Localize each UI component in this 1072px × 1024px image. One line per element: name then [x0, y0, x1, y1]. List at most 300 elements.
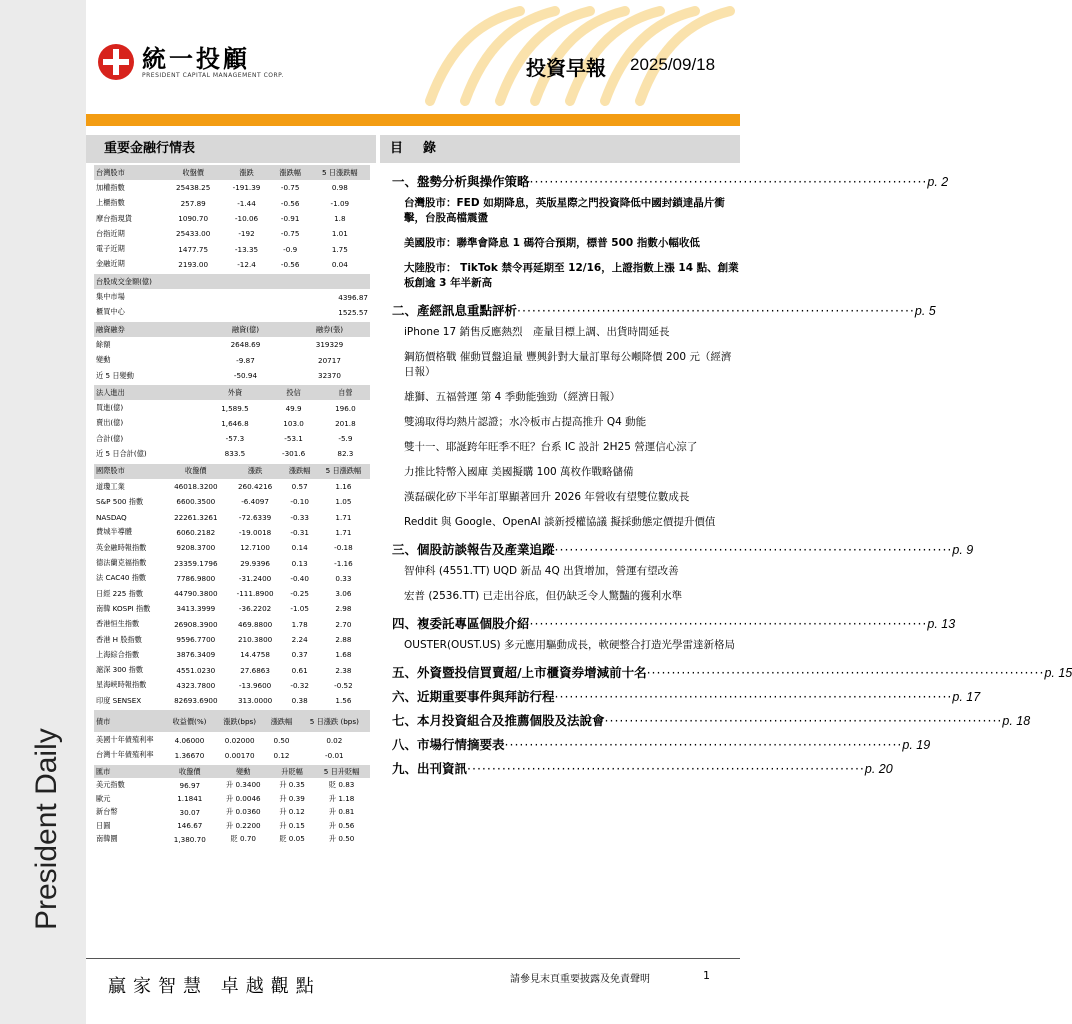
table-cell: 歐元: [96, 793, 111, 803]
table-cell: -301.6: [282, 449, 306, 459]
toc-section-title: 八、市場行情摘要表: [392, 737, 505, 752]
table-cell: -5.9: [338, 434, 353, 444]
table-cell: -13.9600: [238, 680, 272, 690]
table-cell: 257.89: [180, 198, 206, 208]
table-header-cell: 台股成交金額(億): [94, 274, 271, 289]
toc-section[interactable]: [392, 711, 1031, 729]
table-row: [94, 663, 370, 678]
table-cell: 27.6863: [240, 665, 270, 675]
table-cell: 1,589.5: [221, 403, 249, 413]
page-number: 1: [703, 969, 710, 982]
toc-leader-dots: ················································································: [529, 174, 928, 189]
table-cell: 台指近期: [96, 228, 125, 238]
table-row: [94, 540, 370, 555]
table-cell: 美國十年債殖利率: [96, 735, 154, 745]
table-cell: 23359.1796: [174, 558, 218, 568]
toc-section[interactable]: [392, 663, 1072, 681]
table-row: [94, 693, 370, 708]
table-cell: 1.16: [335, 482, 352, 492]
table-cell: 升 0.35: [279, 780, 305, 790]
table-cell: 469.8800: [237, 619, 273, 629]
table-cell: 合計(億): [96, 433, 124, 443]
table-header-cell: 融資(億): [202, 322, 289, 337]
table-cell: 0.38: [291, 696, 308, 706]
table-cell: 升 0.81: [328, 807, 355, 817]
table-cell: 美元指數: [96, 780, 125, 790]
market-table: [94, 710, 370, 763]
table-header-cell: 收益價(%): [164, 710, 215, 732]
table-row: [94, 494, 370, 509]
table-cell: 香港 H 股指數: [96, 634, 142, 644]
table-header-cell: 收盤價: [164, 765, 216, 779]
toc-page-ref: p. 15: [1044, 666, 1072, 680]
table-cell: 46018.3200: [174, 482, 218, 492]
table-row: [94, 832, 370, 846]
table-cell: 升 0.56: [328, 820, 355, 830]
table-cell: 金融近期: [96, 259, 125, 269]
table-cell: -0.18: [334, 543, 353, 553]
table-cell: 6600.3500: [176, 497, 216, 507]
toc-leader-dots: ················································································: [646, 665, 1045, 680]
table-cell: -36.2202: [238, 604, 272, 614]
toc-section[interactable]: [392, 759, 893, 777]
disclaimer-note: 請參見末頁重要披露及免責聲明: [510, 974, 650, 985]
table-row: [94, 431, 370, 446]
logo-name: 統一投顧: [142, 44, 250, 73]
table-header-row: [94, 274, 370, 289]
table-cell: 餘額: [96, 339, 111, 349]
table-cell: 德法蘭克福指數: [96, 558, 147, 568]
table-cell: 12.7100: [240, 543, 270, 553]
table-cell: 26908.3900: [174, 619, 218, 629]
market-section-title: 重要金融行情表: [86, 135, 376, 163]
table-cell: -0.01: [325, 750, 344, 760]
table-row: [94, 778, 370, 792]
table-cell: 25438.25: [176, 183, 211, 193]
table-cell: 南韓圜: [96, 834, 118, 844]
table-row: [94, 555, 370, 570]
footer-slogan: 贏家智慧 卓越觀點: [108, 976, 321, 997]
toc-page-ref: p. 5: [914, 304, 936, 318]
table-cell: 1,646.8: [221, 418, 249, 428]
table-header-cell: 漲跌幅: [264, 710, 298, 732]
toc-page-ref: p. 17: [952, 690, 981, 704]
toc-section-title: 四、複委託專區個股介紹: [392, 616, 530, 631]
table-cell: 0.37: [291, 650, 308, 660]
table-cell: 0.02: [326, 735, 343, 745]
table-cell: -0.32: [290, 680, 309, 690]
table-cell: 升 0.50: [328, 834, 355, 844]
table-cell: 0.13: [291, 558, 308, 568]
table-cell: 1.56: [335, 696, 352, 706]
table-cell: 1.1841: [177, 794, 203, 804]
report-title: 投資早報: [526, 56, 606, 80]
toc-item[interactable]: 漢磊碳化矽下半年訂單顯著回升 2026 年營收有望雙位數成長: [404, 491, 690, 503]
toc-item[interactable]: 大陸股市： TikTok 禁令再延期至 12/16，上證指數上漲 14 點、創業板創逾 3 年半新高: [404, 262, 739, 289]
table-cell: 22261.3261: [174, 512, 218, 522]
table-cell: 賣出(億): [96, 418, 124, 428]
table-cell: 日經 225 指數: [96, 588, 144, 598]
table-cell: 3876.3409: [176, 650, 216, 660]
table-cell: -31.2400: [238, 573, 272, 583]
table-cell: -1.09: [330, 198, 350, 208]
table-row: [94, 748, 370, 763]
table-cell: 1.36670: [174, 750, 205, 760]
table-header-cell: 5 日漲跌幅: [317, 464, 370, 479]
table-cell: 2193.00: [178, 259, 209, 269]
table-row: [94, 805, 370, 819]
table-cell: 4396.87: [338, 292, 368, 302]
table-row: [94, 400, 370, 415]
table-cell: 2.38: [335, 665, 352, 675]
market-table: [94, 765, 370, 846]
toc-section[interactable]: [392, 687, 981, 705]
table-header-cell: 匯市: [94, 765, 164, 779]
table-cell: -0.56: [280, 198, 300, 208]
table-header-cell: 5 日漲跌幅: [310, 165, 370, 180]
toc-section-title: 三、個股訪談報告及產業追蹤: [392, 542, 555, 557]
table-cell: -1.16: [334, 558, 353, 568]
table-header-cell: 融資融券: [94, 322, 202, 337]
toc-item[interactable]: 雄獅、五福營運 第 4 季動能強勁（經濟日報）: [404, 391, 621, 403]
table-cell: -12.4: [237, 259, 256, 269]
table-cell: 201.8: [335, 418, 356, 428]
table-header-cell: 自營: [321, 385, 370, 400]
table-cell: 近 5 日變動: [96, 370, 134, 380]
table-cell: -9.87: [236, 355, 255, 365]
table-cell: 3.06: [335, 589, 352, 599]
table-cell: -0.31: [290, 527, 309, 537]
table-row: [94, 586, 370, 601]
table-cell: 星海峽時報指數: [96, 680, 147, 690]
toc-leader-dots: ················································································: [554, 542, 953, 557]
table-row: [94, 571, 370, 586]
toc-page-ref: p. 13: [927, 617, 956, 631]
table-cell: 7786.9800: [176, 573, 216, 583]
table-row: [94, 678, 370, 693]
toc-item[interactable]: 鋼筋價格戰 催動買盤追量 豐興針對大量訂單每公噸降價 200 元（經濟日報）: [404, 351, 732, 378]
table-cell: 82.3: [337, 449, 354, 459]
table-row: [94, 632, 370, 647]
toc-section-title: 五、外資暨投信買賣超/上市櫃資券增減前十名: [392, 665, 647, 680]
table-cell: 82693.6900: [174, 696, 218, 706]
table-cell: 南韓 KOSPI 指數: [96, 603, 151, 613]
market-table: [94, 165, 370, 272]
toc-item[interactable]: 宏普 (2536.TT) 已走出谷底，但仍缺乏令人驚豔的獲利水準: [404, 590, 683, 602]
footer-divider: [86, 958, 740, 959]
table-cell: 升 0.3400: [225, 780, 261, 790]
table-row: [94, 368, 370, 383]
toc-item[interactable]: 台灣股市：FED 如期降息，英版星際之門投資降低中國封鎖達晶片衝擊，台股高檔震盪: [404, 197, 725, 224]
table-cell: -111.8900: [236, 589, 274, 599]
table-row: [94, 196, 370, 211]
table-row: [94, 510, 370, 525]
table-cell: 196.0: [335, 403, 356, 413]
table-row: [94, 601, 370, 616]
table-cell: 0.33: [335, 573, 352, 583]
toc-section-title: 一、盤勢分析與操作策略: [392, 174, 530, 189]
table-row: [94, 416, 370, 431]
toc-section[interactable]: [392, 172, 949, 190]
table-cell: 集中市場: [96, 292, 125, 302]
table-header-cell: 漲跌: [228, 464, 283, 479]
market-table: [94, 464, 370, 709]
table-cell: 1477.75: [178, 244, 209, 254]
table-cell: -0.25: [290, 589, 309, 599]
table-cell: 升 0.39: [279, 793, 305, 803]
table-cell: -191.39: [232, 183, 261, 193]
table-cell: 印度 SENSEX: [96, 695, 142, 705]
table-row: [94, 732, 370, 747]
toc-item[interactable]: 力推比特幣入國庫 美國擬購 100 萬枚作戰略儲備: [404, 466, 634, 478]
toc-page-ref: p. 9: [952, 543, 974, 557]
table-cell: 近 5 日合計(億): [96, 448, 147, 458]
table-cell: 法 CAC40 指數: [96, 573, 147, 583]
toc-page-ref: p. 2: [927, 175, 949, 189]
table-cell: -0.40: [290, 573, 309, 583]
table-cell: -13.35: [234, 244, 259, 254]
table-of-contents: [392, 170, 1072, 783]
table-cell: -0.9: [283, 244, 298, 254]
table-cell: 上海綜合指數: [96, 649, 140, 659]
table-header-cell: 台灣股市: [94, 165, 164, 180]
report-date: 2025/09/18: [630, 55, 716, 74]
toc-leader-dots: ················································································: [554, 689, 953, 704]
logo-subtitle: PRESIDENT CAPITAL MANAGEMENT CORP.: [142, 71, 284, 79]
table-cell: 1.8: [334, 214, 346, 224]
toc-section-title: 二、產經訊息重點評析: [392, 303, 518, 318]
table-row: [94, 337, 370, 352]
table-cell: 4551.0230: [176, 665, 216, 675]
table-cell: -0.91: [280, 214, 300, 224]
table-header-cell: 5 日漲跌 (bps): [299, 710, 370, 732]
table-cell: 0.57: [291, 482, 308, 492]
table-cell: 20717: [318, 355, 341, 365]
table-cell: 1.75: [331, 244, 348, 254]
toc-item[interactable]: Reddit 與 Google、OpenAI 談新授權協議 擬採動態定價提升價值: [404, 516, 716, 528]
table-header-row: [94, 165, 370, 180]
table-row: [94, 211, 370, 226]
table-cell: -0.52: [334, 680, 353, 690]
table-cell: 44790.3800: [174, 589, 218, 599]
market-table: [94, 385, 370, 461]
table-row: [94, 257, 370, 272]
table-header-cell: 漲跌幅: [271, 165, 310, 180]
table-cell: 1,380.70: [173, 834, 206, 844]
table-cell: 49.9: [285, 403, 302, 413]
table-header-cell: 漲跌(bps): [215, 710, 264, 732]
table-cell: 買進(億): [96, 403, 124, 413]
toc-leader-dots: ················································································: [504, 737, 903, 752]
table-cell: 日圓: [96, 820, 111, 830]
table-cell: 25433.00: [176, 229, 211, 239]
toc-section[interactable]: [392, 735, 931, 753]
table-row: [94, 792, 370, 806]
table-cell: 1525.57: [338, 307, 368, 317]
market-tables: [94, 165, 370, 848]
toc-item[interactable]: 美國股市：聯準會降息 1 碼符合預期，標普 500 指數小幅收低: [404, 237, 700, 249]
table-cell: 4.06000: [174, 735, 205, 745]
table-cell: 1.01: [331, 229, 348, 239]
table-row: [94, 819, 370, 833]
table-cell: 升 0.0360: [225, 807, 261, 817]
table-header-cell: 漲跌: [222, 165, 270, 180]
toc-leader-dots: ················································································: [517, 303, 915, 318]
table-cell: -0.75: [280, 229, 300, 239]
table-cell: 833.5: [224, 449, 246, 459]
toc-item[interactable]: 雙十一、耶誕跨年旺季不旺？台系 IC 設計 2H25 營運信心涼了: [404, 441, 698, 453]
table-cell: 1090.70: [178, 214, 209, 224]
table-cell: -0.75: [280, 183, 300, 193]
table-cell: -72.6339: [238, 512, 272, 522]
table-cell: 升 0.15: [279, 820, 305, 830]
table-cell: 210.3800: [237, 635, 273, 645]
table-cell: 貶 0.05: [279, 834, 305, 844]
table-header-cell: 升貶幅: [271, 765, 313, 779]
table-cell: 新台幣: [96, 807, 118, 817]
table-cell: 32370: [318, 371, 341, 380]
toc-item[interactable]: OUSTER(OUST.US) 多元應用驅動成長，軟硬整合打造光學雷達新格局: [404, 639, 735, 651]
table-cell: 道瓊工業: [96, 481, 125, 491]
table-cell: 變動: [96, 355, 111, 365]
table-cell: 146.67: [177, 821, 203, 831]
table-cell: 2.98: [335, 604, 352, 614]
toc-page-ref: p. 19: [902, 738, 931, 752]
table-cell: -192: [238, 229, 255, 239]
table-cell: 319329: [315, 340, 344, 350]
table-cell: S&P 500 指數: [96, 496, 144, 506]
table-header-cell: [271, 274, 370, 289]
table-cell: 313.0000: [237, 696, 273, 706]
table-cell: 9208.3700: [176, 543, 216, 553]
accent-bar: [86, 114, 740, 126]
toc-page-ref: p. 18: [1002, 714, 1031, 728]
table-cell: 電子近期: [96, 244, 125, 254]
table-cell: 香港恒生指數: [96, 619, 140, 629]
table-cell: 升 0.0046: [225, 793, 261, 803]
toc-item[interactable]: 雙鴻取得均熱片認證；水冷板市占提高推升 Q4 動能: [404, 416, 647, 428]
toc-section[interactable]: [392, 614, 956, 632]
toc-leader-dots: ················································································: [467, 761, 865, 776]
table-header-cell: 外資: [203, 385, 266, 400]
table-cell: 貶 0.70: [230, 834, 257, 844]
table-row: [94, 180, 370, 195]
vertical-brand-text: President Daily: [30, 728, 63, 930]
toc-section-title: 九、出刊資訊: [392, 761, 468, 776]
toc-item[interactable]: iPhone 17 銷售反應熱烈 產量目標上調、出貨時間延長: [404, 326, 670, 338]
table-cell: 0.61: [291, 665, 308, 675]
market-table: [94, 322, 370, 383]
table-cell: 4323.7800: [176, 680, 216, 690]
table-header-cell: 收盤價: [164, 464, 228, 479]
table-header-cell: 漲跌幅: [283, 464, 317, 479]
table-row: [94, 647, 370, 662]
table-cell: 2.88: [335, 635, 352, 645]
table-cell: 103.0: [283, 418, 304, 428]
table-cell: -6.4097: [241, 497, 269, 507]
table-cell: 1.71: [335, 512, 352, 522]
logo-mark-icon: [98, 44, 134, 80]
table-header-cell: 收盤價: [164, 165, 222, 180]
table-header-cell: 5 日升貶幅: [313, 765, 370, 779]
table-cell: NASDAQ: [96, 512, 127, 522]
table-header-row: [94, 710, 370, 732]
table-cell: 費城半導體: [96, 527, 132, 537]
table-cell: 櫃買中心: [96, 307, 125, 317]
table-cell: 2648.69: [230, 340, 261, 350]
table-row: [94, 289, 370, 304]
toc-section[interactable]: [392, 301, 936, 319]
table-header-row: [94, 385, 370, 400]
toc-section-title: 目錄: [380, 135, 740, 163]
table-cell: 英金融時報指數: [96, 542, 147, 552]
toc-leader-dots: ················································································: [529, 616, 928, 631]
table-cell: -0.10: [290, 497, 309, 507]
table-header-cell: 債市: [94, 710, 164, 732]
table-cell: 0.98: [331, 183, 348, 193]
toc-section-title: 六、近期重要事件與拜訪行程: [392, 689, 555, 704]
table-cell: 貶 0.83: [328, 780, 355, 790]
table-row: [94, 353, 370, 368]
table-cell: -53.1: [284, 434, 303, 444]
table-cell: 摩台指現貨: [96, 213, 132, 223]
table-cell: 14.4758: [240, 650, 270, 660]
company-logo: [98, 44, 284, 80]
table-row: [94, 446, 370, 461]
table-cell: -0.56: [280, 259, 300, 269]
toc-section-title: 七、本月投資組合及推薦個股及法說會: [392, 713, 605, 728]
toc-page-ref: p. 20: [864, 762, 893, 776]
table-cell: 上櫃指數: [96, 198, 125, 208]
table-cell: 2.70: [335, 619, 352, 629]
table-cell: -1.44: [237, 198, 256, 208]
table-header-row: [94, 765, 370, 779]
table-cell: 9596.7700: [176, 635, 216, 645]
table-header-row: [94, 322, 370, 337]
market-table: [94, 274, 370, 320]
table-cell: 1.71: [335, 527, 352, 537]
table-cell: 1.05: [335, 497, 352, 507]
table-cell: 30.07: [179, 807, 201, 817]
table-header-cell: 變動: [216, 765, 271, 779]
table-header-cell: 投信: [266, 385, 320, 400]
table-header-cell: 法人進出: [94, 385, 203, 400]
table-row: [94, 241, 370, 256]
table-cell: 升 0.12: [279, 807, 305, 817]
table-cell: -19.0018: [238, 527, 272, 537]
table-cell: 6060.2182: [176, 527, 216, 537]
toc-section[interactable]: [392, 540, 974, 558]
toc-leader-dots: ················································································: [604, 713, 1003, 728]
toc-item[interactable]: 智伸科 (4551.TT) UQD 新品 4Q 出貨增加，營運有望改善: [404, 565, 679, 577]
table-cell: 1.68: [335, 650, 352, 660]
table-cell: -10.06: [234, 214, 259, 224]
table-row: [94, 305, 370, 320]
table-cell: 2.24: [291, 635, 308, 645]
table-row: [94, 525, 370, 540]
table-header-cell: 融券(張): [289, 322, 370, 337]
table-cell: 0.12: [273, 750, 290, 760]
table-cell: 1.78: [291, 619, 308, 629]
table-row: [94, 479, 370, 494]
table-cell: -57.3: [225, 434, 245, 444]
table-header-row: [94, 464, 370, 479]
table-cell: 0.02000: [224, 735, 255, 745]
table-row: [94, 226, 370, 241]
table-cell: 0.14: [291, 543, 308, 553]
table-header-cell: 國際股市: [94, 464, 164, 479]
table-cell: 升 1.18: [328, 793, 355, 803]
